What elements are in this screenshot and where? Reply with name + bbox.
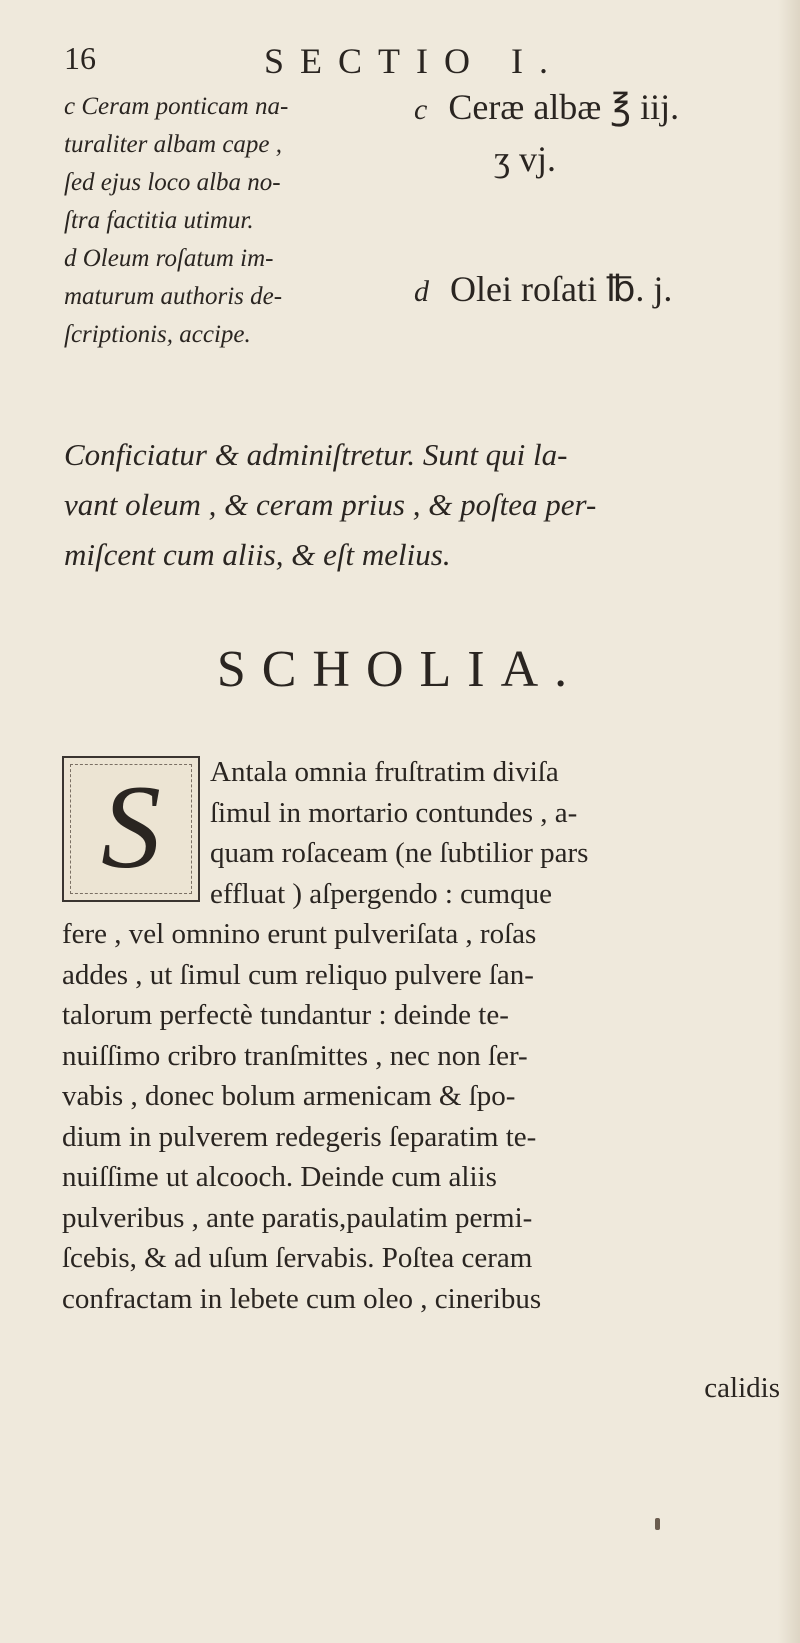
body-line: ſimul in mortario contundes , a- (210, 796, 578, 829)
section-title: SECTIO I. (264, 41, 564, 81)
note-letter-c: c (414, 93, 428, 126)
instruction-line: miſcent cum aliis, & eſt melius. (64, 537, 451, 572)
note-line: maturum authoris de- (64, 283, 283, 310)
body-line: Antala omnia fruſtratim diviſa (210, 756, 559, 788)
instruction-paragraph (64, 430, 784, 580)
body-line: pulveribus , ante paratis,paulatim permi- (62, 1201, 533, 1234)
body-line: effluat ) aſpergendo : cumque (210, 877, 552, 910)
body-line: nuiſſimo cribro tranſmittes , nec non ſer- (62, 1039, 528, 1072)
recipe-line-wax (414, 86, 679, 128)
note-line: turaliter albam cape , (64, 131, 283, 158)
catchword: calidis (704, 1372, 780, 1404)
body-line: fere , vel omnino erunt pulveriſata , roſas (62, 918, 537, 950)
recipe-text: Olei roſati ℔. j. (450, 269, 673, 309)
body-line: vabis , donec bolum armenicam & ſpo- (62, 1080, 516, 1112)
instruction-line: vant oleum , & ceram prius , & poſtea per- (64, 487, 597, 522)
note-line: ſcriptionis, accipe. (64, 321, 251, 348)
body-line: quam roſaceam (ne ſubtilior pars (210, 837, 589, 869)
ink-speck (655, 1518, 660, 1530)
body-line: addes , ut ſimul cum reliquo pulvere ſan- (62, 958, 534, 991)
initial-letter: S (101, 760, 161, 893)
scholia-heading: SCHOLIA. (216, 641, 584, 698)
marginal-notes (64, 88, 404, 354)
note-line: d Oleum roſatum im- (64, 245, 274, 272)
note-line: c Ceram ponticam na- (64, 93, 289, 120)
body-line: dium in pulverem redegeris ſeparatim te- (62, 1120, 537, 1153)
recipe-text: ʒ vj. (494, 139, 556, 179)
page-number: 16 (64, 40, 96, 76)
body-line: ſcebis, & ad uſum ſervabis. Poſtea ceram (62, 1242, 533, 1274)
note-c (64, 88, 404, 240)
note-letter-d: d (414, 275, 429, 308)
body-line: nuiſſime ut alcooch. Deinde cum aliis (62, 1161, 497, 1193)
body-line: confractam in lebete cum oleo , cineribus (62, 1282, 542, 1315)
scholia-body (62, 752, 782, 1319)
instruction-line: Conficiatur & adminiſtretur. Sunt qui la- (64, 437, 568, 472)
recipe-text: Ceræ albæ ℥ iij. (448, 87, 680, 127)
recipe-line-oil (414, 268, 672, 310)
body-line: talorum perfectè tundantur : deinde te- (62, 999, 509, 1031)
note-line: ſtra factitia utimur. (64, 207, 254, 234)
note-d (64, 240, 404, 354)
recipe-line-drams (494, 138, 556, 180)
running-header (64, 40, 704, 90)
note-line: ſed ejus loco alba no- (64, 169, 281, 196)
